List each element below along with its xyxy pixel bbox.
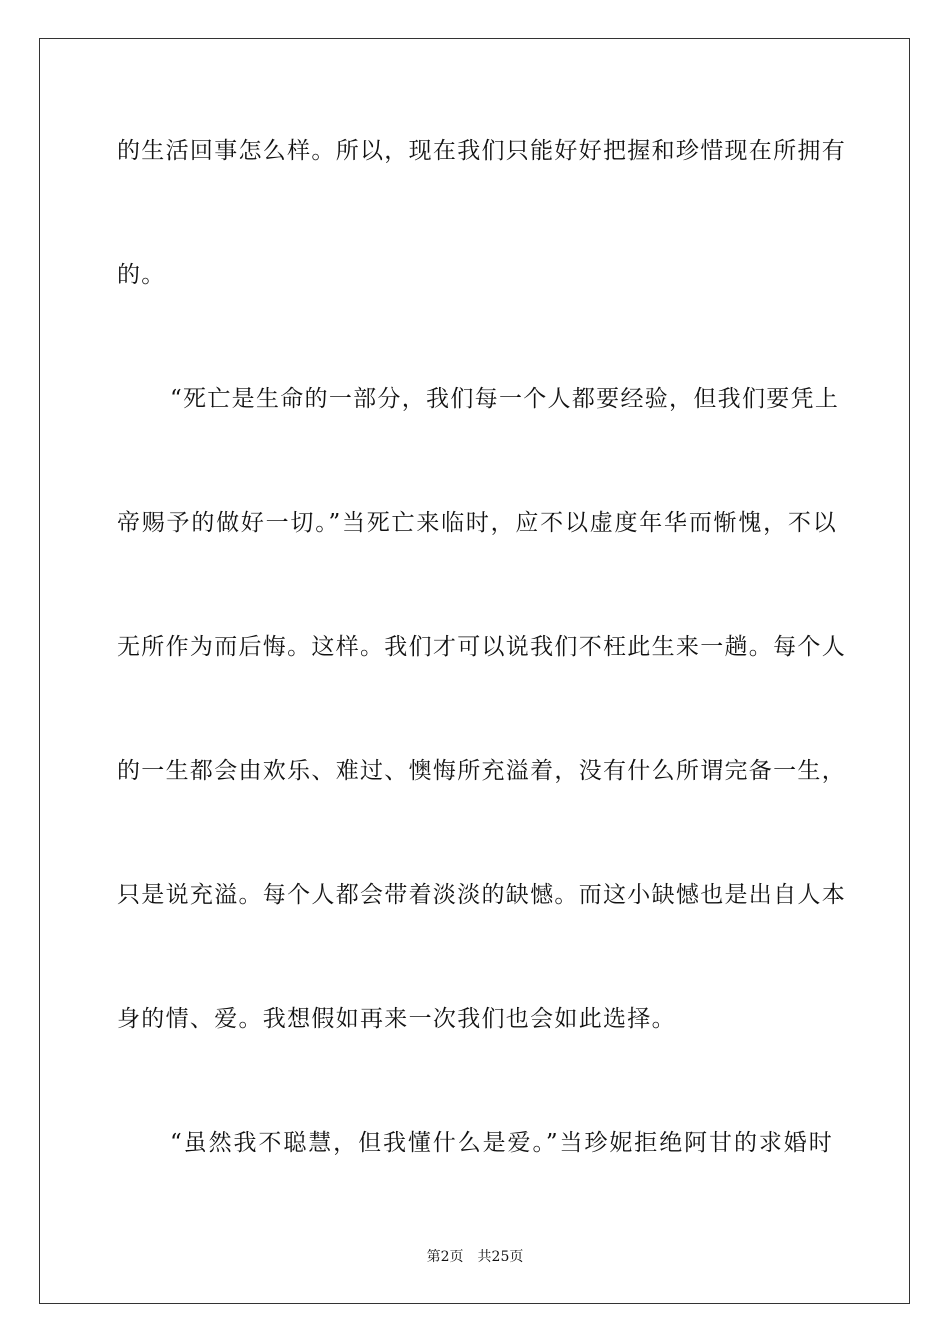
page-number: 第2页 (426, 1249, 464, 1265)
paragraph-line: “虽然我不聪慧，但我懂什么是爱。”当珍妮拒绝阿甘的求婚时 (170, 1130, 833, 1156)
page-total: 共25页 (477, 1249, 524, 1265)
paragraph-line: 无所作为而后悔。这样。我们才可以说我们不枉此生来一趟。每个人 (117, 634, 846, 660)
page-footer (0, 1247, 950, 1267)
paragraph-line: 身的情、爱。我想假如再来一次我们也会如此选择。 (117, 1006, 676, 1032)
paragraph-line: 的。 (117, 262, 166, 288)
page-border (39, 38, 910, 1304)
paragraph-line: 只是说充溢。每个人都会带着淡淡的缺憾。而这小缺憾也是出自人本 (117, 882, 846, 908)
paragraph-line: 帝赐予的做好一切。”当死亡来临时，应不以虚度年华而惭愧，不以 (117, 510, 837, 536)
paragraph-line: 的一生都会由欢乐、难过、懊悔所充溢着，没有什么所谓完备一生， (117, 758, 846, 784)
paragraph-line: 的生活回事怎么样。所以，现在我们只能好好把握和珍惜现在所拥有 (117, 138, 846, 164)
paragraph-line: “死亡是生命的一部分，我们每一个人都要经验，但我们要凭上 (170, 386, 840, 412)
